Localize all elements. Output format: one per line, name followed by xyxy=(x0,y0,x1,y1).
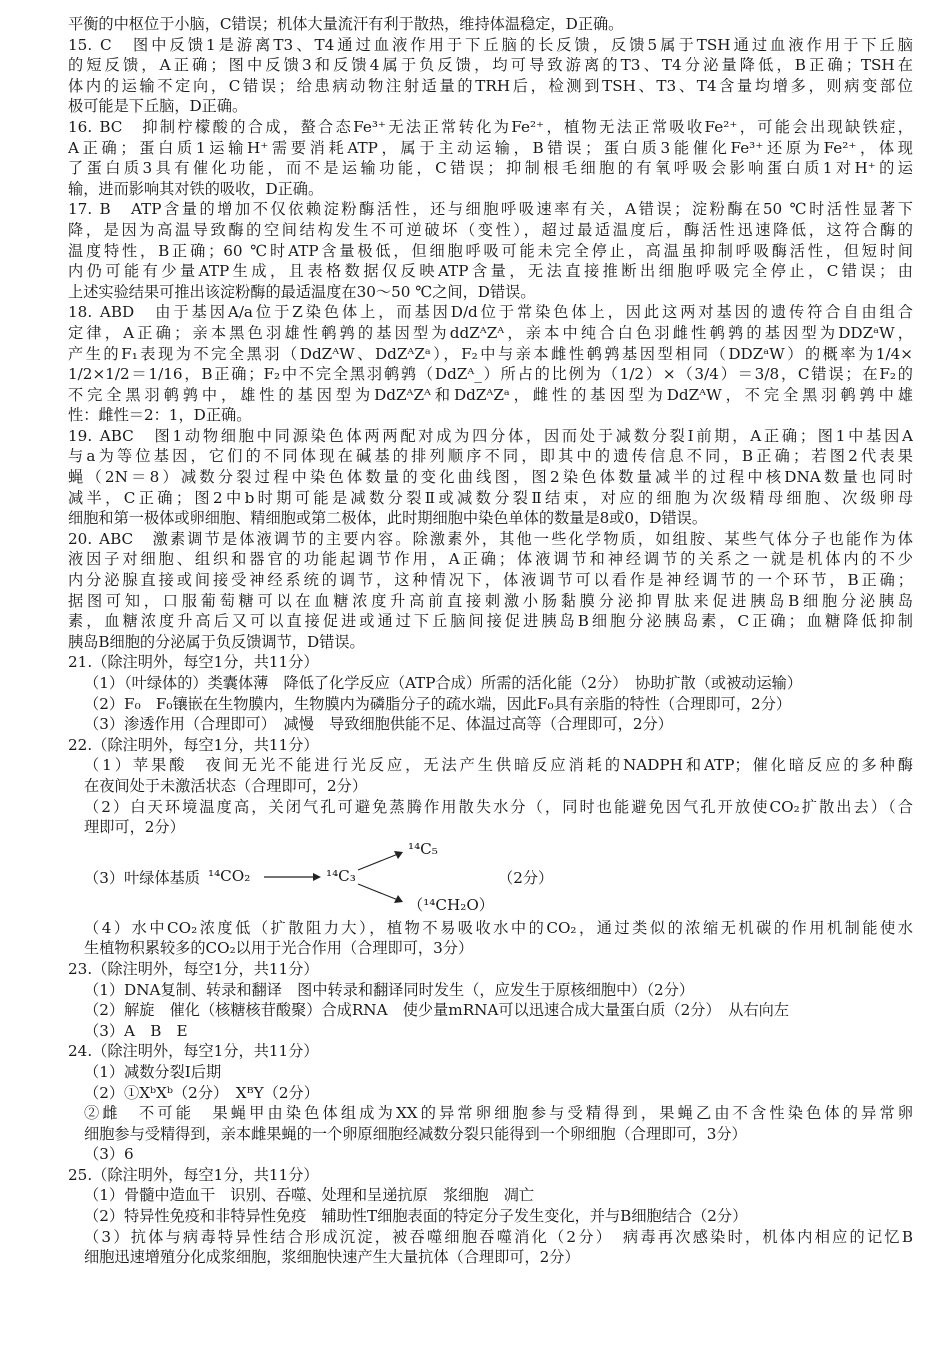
text-line: 23.（除注明外，每空1分，共11分） xyxy=(68,959,319,978)
text-line: 16. BC 抑制柠檬酸的合成，螯合态Fe³⁺无法正常转化为Fe²⁺，植物无法正常吸收Fe²⁺，可能会出现缺铁症， xyxy=(68,117,913,136)
text-line: 输，进而影响其对铁的吸收，D正确。 xyxy=(68,179,324,198)
text-line: （1）骨髓中造血干 识别、吞噬、处理和呈递抗原 浆细胞 凋亡 xyxy=(84,1186,535,1205)
text-line: （3）渗透作用（合理即可） 减慢 导致细胞供能不足、体温过高等（合理即可，2分） xyxy=(84,715,673,734)
text-line: （2）解旋 催化（核糖核苷酸聚）合成RNA 使少量mRNA可以迅速合成大量蛋白质（2分） 从右向左 xyxy=(84,1001,790,1020)
text-line: （2）特异性免疫和非特异性免疫 辅助性T细胞表面的特定分子发生变化，并与B细胞结合（2分） xyxy=(84,1207,748,1226)
text-line: 与a为等位基因，它们的不同体现在碱基的排列顺序不同，即其中的遗传信息不同，B正确；若图2代表果 xyxy=(68,447,913,466)
text-line: 降，是因为高温导致酶的空间结构发生不可逆破坏（变性），超过最适温度后，酶活性迅速降低，这符合酶的 xyxy=(68,220,913,239)
text-line: （3）6 xyxy=(84,1145,134,1164)
text-line: 25.（除注明外，每空1分，共11分） xyxy=(68,1165,319,1184)
text-line: 素，血糖浓度升高后又可以直接促进或通过下丘脑间接促进胰岛B细胞分泌胰岛素，C正确；血糖降低抑制 xyxy=(68,612,913,631)
text-line: 15. C 图中反馈1是游离T3、T4通过血液作用于下丘脑的长反馈，反馈5属于TSH通过血液作用于下丘脑 xyxy=(68,35,913,54)
text-line: ②雌 不可能 果蝇甲由染色体组成为XX的异常卵细胞参与受精得到，果蝇乙由不含性染色体的异常卵 xyxy=(84,1104,913,1123)
text-line: 内仍可能有少量ATP生成，且表格数据仅反映ATP含量，无法直接推断出细胞呼吸完全停止，C错误；由 xyxy=(68,262,913,281)
text-line: 24.（除注明外，每空1分，共11分） xyxy=(68,1042,319,1061)
text-line: 19. ABC 图1动物细胞中同源染色体两两配对成为四分体，因而处于减数分裂Ⅰ前期，A正确；图1中基因A xyxy=(68,426,913,445)
text-line: 极可能是下丘脑，D正确。 xyxy=(68,97,248,116)
answer-lines-bottom xyxy=(68,918,913,1268)
chem-co2: ¹⁴CO₂ xyxy=(208,866,251,885)
text-line: 液因子对细胞、组织和器官的功能起调节作用，A正确；体液调节和神经调节的关系之一就是机体内的不少 xyxy=(68,550,913,569)
text-line: 温度特性，B正确；60 ℃时ATP含量极低，但细胞呼吸可能未完全停止，高温虽抑制呼吸酶活性，但短时间 xyxy=(68,241,913,260)
text-line: 细胞参与受精得到，亲本雌果蝇的一个卵原细胞经减数分裂只能得到一个卵细胞（合理即可，3分） xyxy=(84,1124,747,1143)
text-line: （2）白天环境温度高，关闭气孔可避免蒸腾作用散失水分（，同时也能避免因气孔开放使CO₂扩散出去）（合 xyxy=(84,797,913,816)
text-line: （1）苹果酸 夜间无光不能进行光反应，无法产生供暗反应消耗的NADPH和ATP；催化暗反应的多种酶 xyxy=(84,756,913,775)
text-line: 21.（除注明外，每空1分，共11分） xyxy=(68,653,319,672)
text-line: 1/2×1/2＝1/16，B正确；F₂中不完全黑羽鹌鹑（DdZᴬ_）所占的比例为（1/2）×（3/4）＝3/8，C错误；在F₂的 xyxy=(68,365,913,384)
text-line: 内分泌腺直接或间接受神经系统的调节，这种情况下，体液调节可以看作是神经调节的一个环节，B正确； xyxy=(68,571,913,590)
text-line: 体内的运输不定向，C错误；给患病动物注射适量的TRH后，检测到TSH、T3、T4含量均增多，则病变部位 xyxy=(68,76,913,95)
text-line: 定律，A正确；亲本黑色羽雄性鹌鹑的基因型为ddZᴬZᴬ，亲本中纯合白色羽雌性鹌鹑的基因型为DDZᵃW， xyxy=(68,323,913,342)
carbon-fixation-diagram xyxy=(68,839,913,914)
chem-c5: ¹⁴C₅ xyxy=(408,839,438,858)
text-line: 生植物积累较多的CO₂以用于光合作用（合理即可，3分） xyxy=(84,939,474,958)
chem-c3: ¹⁴C₃ xyxy=(326,866,356,885)
text-line: （2）F₀ F₀镶嵌在生物膜内，生物膜内为磷脂分子的疏水端，因此F₀具有亲脂的特性（合理即可，2分） xyxy=(84,694,792,713)
text-line: （2）①XᵇXᵇ（2分） XᴮY（2分） xyxy=(84,1083,319,1102)
text-line: 22.（除注明外，每空1分，共11分） xyxy=(68,735,319,754)
text-line: （3）A B E xyxy=(84,1021,188,1040)
text-line: （3）抗体与病毒特异性结合形成沉淀，被吞噬细胞吞噬消化（2分） 病毒再次感染时，机体内相应的记忆B xyxy=(84,1227,913,1246)
text-line: 减半，C正确；图2中b时期可能是减数分裂Ⅱ或减数分裂Ⅱ结束，对应的细胞为次级精母细胞、次级卵母 xyxy=(68,488,913,507)
text-line: 在夜间处于未激活状态（合理即可，2分） xyxy=(84,776,368,795)
text-line: 不完全黑羽鹌鹑中，雄性的基因型为DdZᴬZᴬ和DdZᴬZᵃ，雌性的基因型为DdZᴬW，不完全黑羽鹌鹑中雄 xyxy=(68,385,913,404)
text-line: 上述实验结果可推出该淀粉酶的最适温度在30～50 ℃之间，D错误。 xyxy=(68,282,536,301)
text-line: 的短反馈，A正确；图中反馈3和反馈4属于负反馈，均可导致游离的T3、T4分泌量降低，B正确；TSH在 xyxy=(68,56,913,75)
text-line: 细胞和第一极体或卵细胞、精细胞或第二极体，此时期细胞中染色单体的数量是8或0，D错误。 xyxy=(68,509,708,528)
text-line: 了蛋白质3具有催化功能，而不是运输功能，C错误；抑制根毛细胞的有氧呼吸会影响蛋白质1对H⁺的运 xyxy=(68,159,913,178)
chem-ch2o: （¹⁴CH₂O） xyxy=(408,895,494,914)
text-line: 细胞迅速增殖分化成浆细胞，浆细胞快速产生大量抗体（合理即可，2分） xyxy=(84,1248,580,1267)
text-line: 20. ABC 激素调节是体液调节的主要内容。除激素外，其他一些化学物质，如组胺、某些气体分子也能作为体 xyxy=(68,529,913,548)
text-line: 17. B ATP含量的增加不仅依赖淀粉酶活性，还与细胞呼吸速率有关，A错误；淀粉酶在50 ℃时活性显著下 xyxy=(68,200,913,219)
text-line: 平衡的中枢位于小脑，C错误；机体大量流汗有利于散热，维持体温稳定，D正确。 xyxy=(68,15,624,33)
text-line: 据图可知，口服葡萄糖可以在血糖浓度升高前直接刺激小肠黏膜分泌抑胃肽来促进胰岛B细胞分泌胰岛 xyxy=(68,591,913,610)
text-line: 性：雌性＝2：1，D正确。 xyxy=(68,406,252,425)
chem-points: （2分） xyxy=(498,868,554,887)
text-line: （1）减数分裂Ⅰ后期 xyxy=(84,1062,222,1081)
answer-page xyxy=(68,14,913,1268)
text-line: 胰岛B细胞的分泌属于负反馈调节，D错误。 xyxy=(68,632,365,651)
text-line: 理即可，2分） xyxy=(84,818,185,837)
text-line: 产生的F₁表现为不完全黑羽（DdZᴬW、DdZᴬZᵃ），F₂中与亲本雌性鹌鹑基因型相同（DDZᵃW）的概率为1/4× xyxy=(68,344,913,363)
chem-label: （3）叶绿体基质 xyxy=(84,868,200,887)
text-line: （1）DNA复制、转录和翻译 图中转录和翻译同时发生（，应发生于原核细胞中）（2分） xyxy=(84,980,695,999)
text-line: （4）水中CO₂浓度低（扩散阻力大），植物不易吸收水中的CO₂，通过类似的浓缩无机碳的作用机制能使水 xyxy=(84,918,913,937)
answer-lines-top xyxy=(68,14,913,838)
text-line: 18. ABD 由于基因A/a位于Z染色体上，而基因D/d位于常染色体上，因此这两对基因的遗传符合自由组合 xyxy=(68,303,913,322)
text-line: （1）（叶绿体的）类囊体薄 降低了化学反应（ATP合成）所需的活化能（2分） 协助扩散（或被动运输） xyxy=(84,674,803,692)
text-line: A正确；蛋白质1运输H⁺需要消耗ATP，属于主动运输，B错误；蛋白质3能催化Fe³⁺还原为Fe²⁺，体现 xyxy=(68,138,913,157)
text-line: 蝇（2N＝8）减数分裂过程中染色体数量的变化曲线图，图2染色体数量减半的过程中核DNA数量也同时 xyxy=(68,468,913,487)
